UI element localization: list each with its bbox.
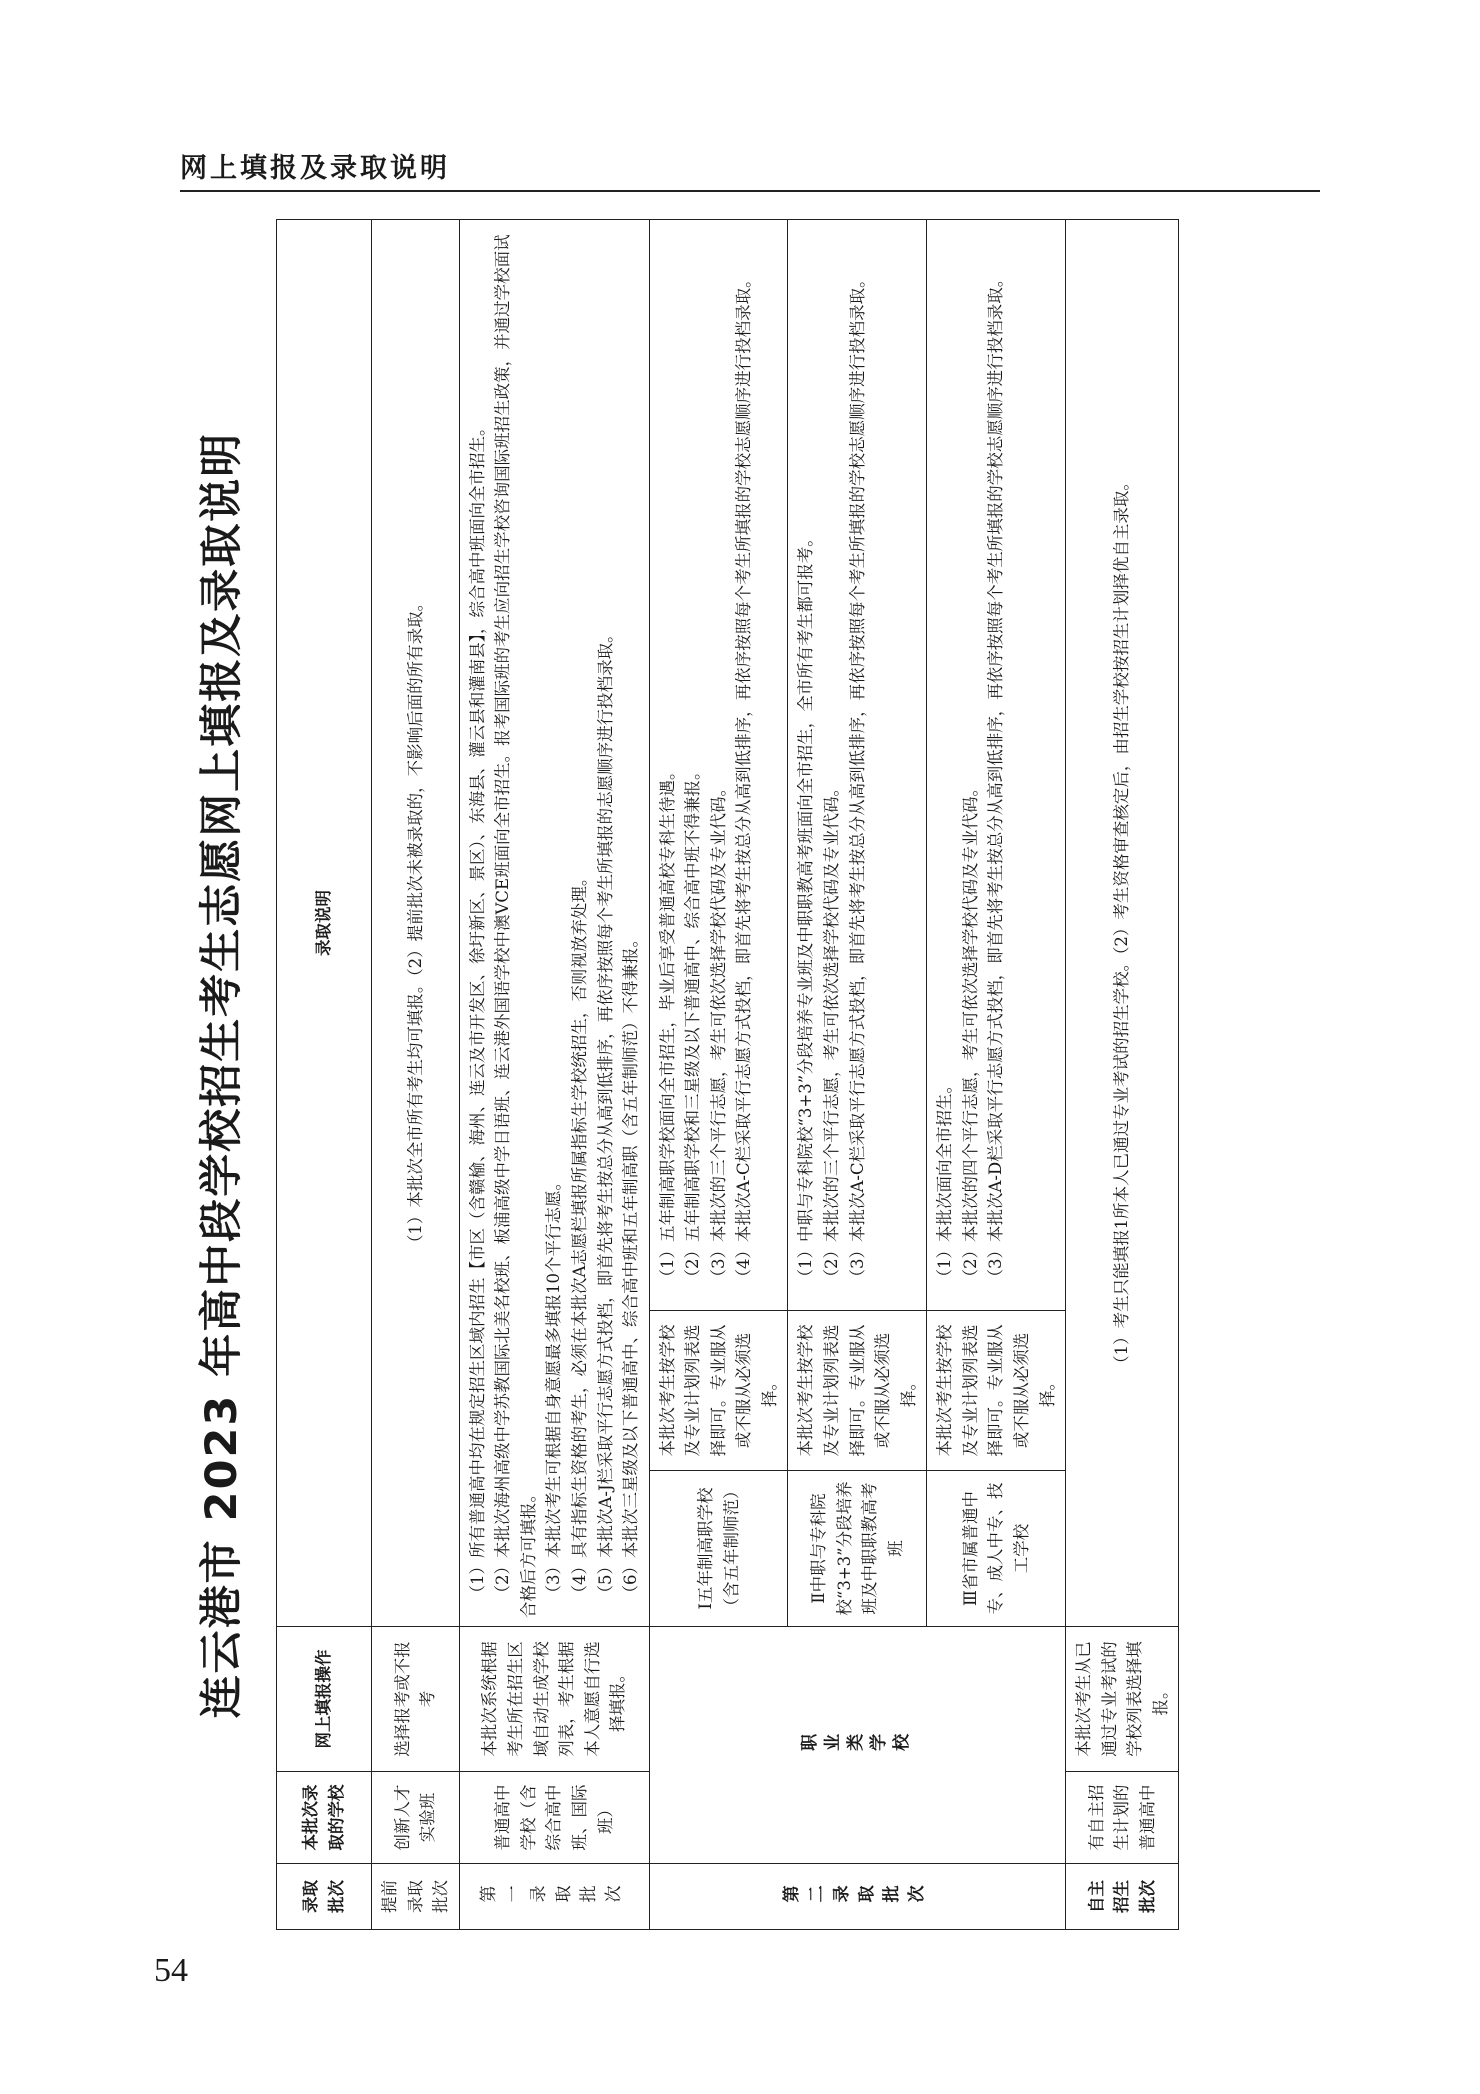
- table-row-first: [459, 220, 649, 1930]
- first-schools: 普通高中学校（含综合高中班、国际班）: [459, 1772, 649, 1864]
- header-rule: [180, 190, 1320, 192]
- document-title: 连云港市 2023 年高中段学校招生考生志愿网上填报及录取说明: [197, 431, 247, 1719]
- early-batch: 提前录取批次: [372, 1864, 460, 1930]
- second-category-3: Ⅲ省市属普通中专、成人中专、技工学校: [927, 1471, 1066, 1627]
- table-row-independent: [1066, 220, 1179, 1930]
- second-operation-1: 本批次考生按学校及专业计划列表选择即可。专业服从或不服从必须选择。: [649, 1311, 788, 1471]
- first-notes: [459, 220, 649, 1627]
- second-batch: [649, 1864, 1065, 1930]
- rotated-page-content: [180, 220, 1325, 1930]
- second-sub-label: [649, 1627, 1065, 1864]
- second-category-2: Ⅱ中职与专科院校“3+3”分段培养班及中职职教高考班: [788, 1471, 927, 1627]
- header-notes: 录取说明: [277, 220, 372, 1627]
- early-operation: 选择报考或不报考: [372, 1627, 460, 1772]
- second-operation-2: 本批次考生按学校及专业计划列表选择即可。专业服从或不服从必须选择。: [788, 1311, 927, 1471]
- second-operation-3: 本批次考生按学校及专业计划列表选择即可。专业服从或不服从必须选择。: [927, 1311, 1066, 1471]
- first-note-2: （2）本批次海州高级中学苏教国际北美名校班、板浦高级中学日语班、连云港外国语学校中澳VCE班面向全市招生。报考国际班的考生应向招生学校咨询国际班招生政策，并通过学校面试合格后方可填报。: [493, 234, 538, 1618]
- second-1-note-2: （2）五年制高职学校和三星级及以下普通高中、综合高中班不得兼报。: [683, 763, 703, 1286]
- second-batch-label: 第二录取批次: [782, 1886, 933, 1907]
- independent-operation: 本批次考生从已通过专业考试的学校列表选择填报。: [1066, 1627, 1179, 1772]
- second-sub-label-text: 职业类学校: [799, 1734, 915, 1755]
- first-note-6: （6）本批次三星级及以下普通高中、综合高中班和五年制高职（含五年制师范）不得兼报。: [621, 931, 641, 1602]
- first-operation: 本批次系统根据考生所在招生区域自动生成学校列表，考生根据本人意愿自行选择填报。: [459, 1627, 649, 1772]
- first-note-1: （1）所有普通高中均在规定招生区域内招生【市区（含赣榆、海州、连云及市开发区、徐圩新区、景区）、东海县、灌云县和灌南县】，综合高中班面向全市招生。: [467, 419, 487, 1602]
- header-operation: 网上填报操作: [277, 1627, 372, 1772]
- header-batch: 录取批次: [277, 1864, 372, 1930]
- second-3-note-3: （3）本批次A-D栏采取平行志愿方式投档，即首先将考生按总分从高到低排序，再依序按照每个考生所填报的学校志愿顺序进行投档录取。: [986, 270, 1006, 1286]
- early-notes: （1）本批次全市所有考生均可填报。（2）提前批次未被录取的，不影响后面的所有录取。: [372, 220, 460, 1627]
- second-notes-1: [649, 220, 788, 1311]
- table-row-second-1: [649, 220, 788, 1930]
- second-category-1: Ⅰ五年制高职学校（含五年制师范）: [649, 1471, 788, 1627]
- first-note-3: （3）本批次考生可根据自身意愿最多填报10个平行志愿。: [544, 1174, 564, 1602]
- second-3-note-1: （1）本批次面向全市招生。: [935, 1077, 955, 1286]
- second-notes-3: [927, 220, 1066, 1311]
- second-1-note-3: （3）本批次的三个平行志愿，考生可依次选择学校代码及专业代码。: [708, 780, 728, 1286]
- first-note-5: （5）本批次A-J栏采取平行志愿方式投档，即首先将考生按总分从高到低排序，再依序按照每个考生所填报的志愿顺序进行投档录取。: [595, 626, 615, 1602]
- table-row-early: [372, 220, 460, 1930]
- table-header-row: [277, 220, 372, 1930]
- page-number: 54: [154, 1952, 188, 1989]
- independent-batch: 自主招生批次: [1066, 1864, 1179, 1930]
- first-note-4: （4）具有指标生资格的考生，必须在本批次A志愿栏填报所属指标生学校统招生，否则视放弃处理。: [569, 869, 589, 1602]
- independent-notes: （1）考生只能填报1所本人已通过专业考试的招生学校。（2）考生资格审查核定后，由招生学校按招生计划择优自主录取。: [1066, 220, 1179, 1627]
- second-2-note-1: （1）中职与专科院校“3+3”分段培养专业班及中职职教高考班面向全市招生，全市所有考生都可报考。: [796, 530, 816, 1286]
- second-2-note-3: （3）本批次A-C栏采取平行志愿方式投档，即首先将考生按总分从高到低排序，再依序按照每个考生所填报的学校志愿顺序进行投档录取。: [847, 271, 867, 1286]
- second-2-note-2: （2）本批次的三个平行志愿，考生可依次选择学校代码及专业代码。: [822, 780, 841, 1286]
- second-3-note-2: （2）本批次的四个平行志愿，考生可依次选择学校代码及专业代码。: [960, 780, 980, 1286]
- second-1-note-4: （4）本批次A-C栏采取平行志愿方式投档，即首先将考生按总分从高到低排序，再依序按照每个考生所填报的学校志愿顺序进行投档录取。: [734, 271, 754, 1286]
- second-notes-2: [788, 220, 927, 1311]
- header-schools: 本批次录取的学校: [277, 1772, 372, 1864]
- admissions-table: [276, 219, 1179, 1930]
- independent-schools: 有自主招生计划的普通高中: [1066, 1772, 1179, 1864]
- early-schools: 创新人才实验班: [372, 1772, 460, 1864]
- first-batch-label: 第一录取批次: [479, 1886, 630, 1907]
- second-1-note-1: （1）五年制高职学校面向全市招生，毕业后享受普通高校专科生待遇。: [657, 763, 677, 1286]
- running-header: 网上填报及录取说明: [180, 153, 450, 184]
- first-batch: [459, 1864, 649, 1930]
